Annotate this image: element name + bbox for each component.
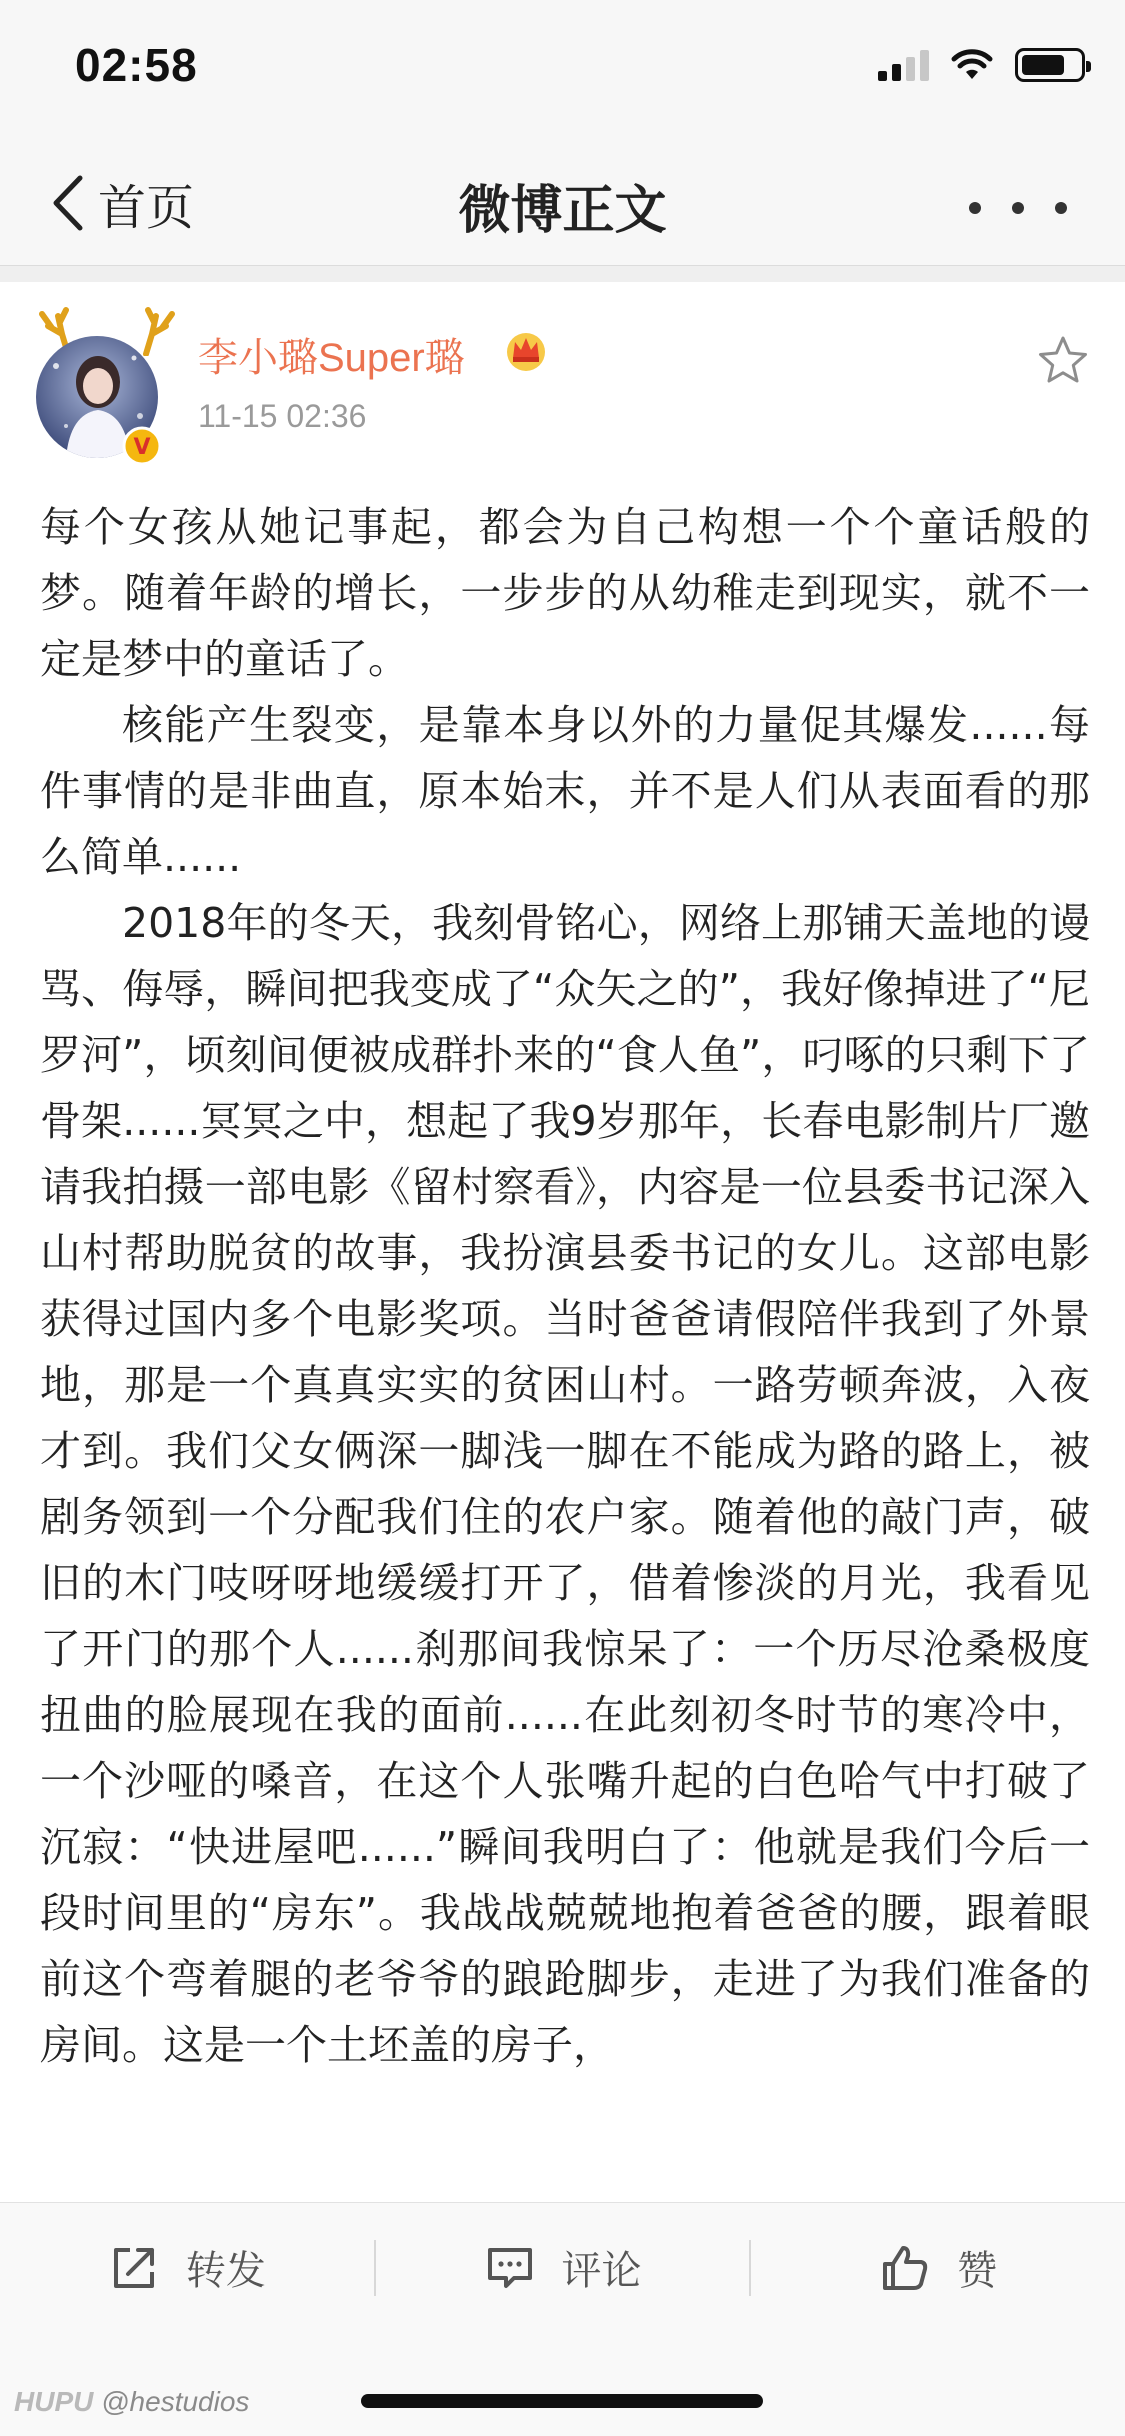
status-bar (0, 0, 1125, 140)
comment-label: 评论 (561, 2248, 642, 2294)
watermark (14, 2386, 249, 2418)
repost-icon (108, 2242, 160, 2294)
star-favorite-icon[interactable] (1037, 334, 1089, 386)
vip-crown-icon[interactable] (502, 326, 550, 374)
section-divider (0, 266, 1125, 282)
like-button[interactable] (751, 2203, 1125, 2333)
post-paragraph: 每个女孩从她记事起，都会为自己构想一个个童话般的梦。随着年龄的增长，一步步的从幼稚走到现实，就不一定是梦中的童话了。 (40, 503, 1090, 683)
page-title: 微博正文 (458, 181, 667, 241)
navigation-bar (0, 140, 1125, 266)
post-paragraph: 核能产生裂变，是靠本身以外的力量促其爆发......每件事情的是非曲直，原本始末，并不是人们从表面看的那么简单...... (40, 701, 1090, 881)
wifi-icon (951, 49, 993, 81)
post-paragraph: 2018年的冬天，我刻骨铭心，网络上那铺天盖地的谩骂、侮辱，瞬间把我变成了“众矢之的”，我好像掉进了“尼罗河”，顷刻间便被成群扑来的“食人鱼”，叼啄的只剩下了骨架......冥冥之中，想起了我9岁那年，长春电影制片厂邀请我拍摄一部电影《留村察看》，内容是一位县委书记深入山村帮助脱贫的故事，我扮演县委书记的女儿。这部电影获得过国内多个电影奖项。当时爸爸请假陪伴我到了外景地，那是一个真真实实的贫困山村。一路劳顿奔波，入夜才到。我们父女俩深一脚浅一脚在不能成为路的路上，被剧务领到一个分配我们住的农户家。随着他的敲门声，破旧的木门吱呀呀地缓缓打开了，借着惨淡的月光，我看见了开门的那个人......刹那间我惊呆了：一个历尽沧桑极度扭曲的脸展现在我的面前......在此刻初冬时节的寒冷中，一个沙哑的嗓音，在这个人张嘴升起的白色哈气中打破了沉寂：“快进屋吧......”瞬间我明白了：他就是我们今后一段时间里的“房东”。我战战兢兢地抱着爸爸的腰，跟着眼前这个弯着腿的老爷爷的踉跄脚步，走进了为我们准备的房间。这是一个土坯盖的房子， (40, 899, 1090, 2069)
author-name[interactable]: 李小璐Super璐 (198, 336, 465, 380)
watermark-handle: @hestudios (101, 2386, 250, 2417)
comment-button[interactable] (376, 2203, 750, 2333)
home-indicator[interactable] (361, 2394, 763, 2408)
watermark-brand: HUPU (14, 2386, 94, 2417)
more-icon[interactable] (963, 198, 1073, 218)
back-label: 首页 (98, 179, 195, 236)
thumbs-up-icon (879, 2242, 931, 2294)
battery-level (1022, 55, 1064, 75)
comment-icon (484, 2242, 536, 2294)
repost-button[interactable] (0, 2203, 374, 2333)
author-avatar[interactable] (36, 306, 166, 460)
battery-icon (1015, 48, 1085, 82)
like-label: 赞 (957, 2248, 998, 2294)
cellular-signal-icon (878, 49, 929, 81)
weibo-post (0, 282, 1125, 2202)
post-action-bar (0, 2202, 1125, 2332)
bottom-safe-area (0, 2332, 1125, 2436)
antler-decoration-icon (132, 306, 176, 356)
status-time: 02:58 (75, 39, 198, 91)
post-content (40, 494, 1090, 2078)
svg-text:V: V (133, 435, 151, 460)
post-timestamp: 11-15 02:36 (198, 398, 367, 434)
repost-label: 转发 (185, 2248, 266, 2294)
status-icons (878, 48, 1085, 82)
verified-badge-icon (122, 426, 162, 466)
